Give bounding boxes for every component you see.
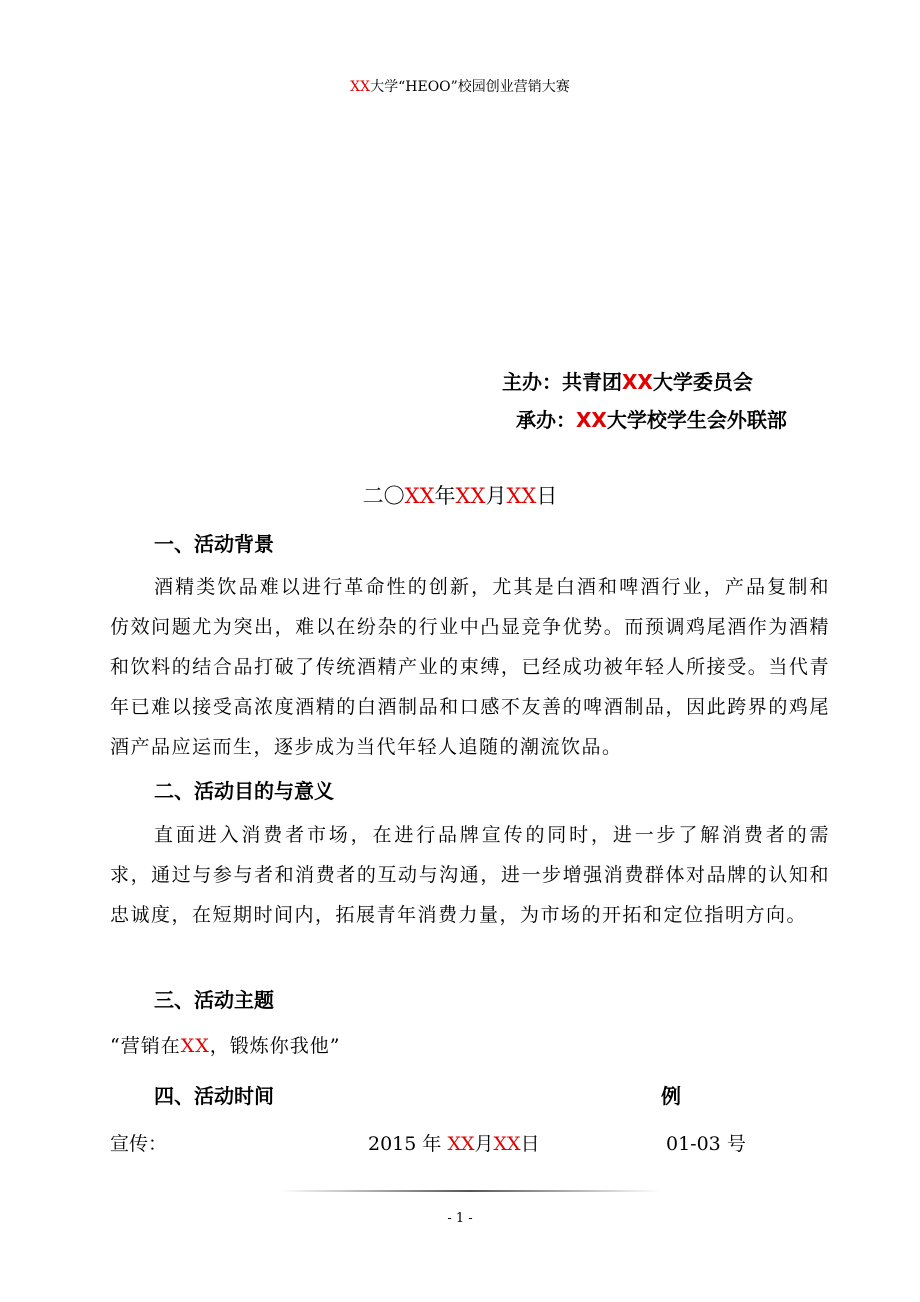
- theme-slogan: [110, 1031, 341, 1058]
- schedule-row-label: 宣传：: [110, 1133, 168, 1155]
- schedule-month-char: 月: [474, 1133, 494, 1155]
- date-year-xx: XX: [404, 484, 435, 508]
- co-placeholder-xx: XX: [576, 408, 607, 432]
- schedule-year: 2015 年: [368, 1133, 442, 1155]
- host-name-rest: 大学委员会: [652, 370, 753, 394]
- slogan-placeholder-xx: XX: [180, 1035, 210, 1057]
- section-heading-background: 一、活动背景: [154, 532, 274, 556]
- schedule-row-date: [368, 1129, 540, 1156]
- section-heading-purpose: 二、活动目的与意义: [154, 779, 334, 803]
- slogan-open: “营销在: [110, 1035, 181, 1057]
- header-placeholder-xx: XX: [350, 79, 371, 95]
- example-label: 例: [661, 1084, 681, 1108]
- host-placeholder-xx: XX: [622, 370, 653, 394]
- schedule-row-range: 01-03 号: [666, 1133, 746, 1155]
- date-month-char: 月: [485, 484, 507, 508]
- document-header-title: [0, 76, 920, 96]
- section-body-purpose: 直面进入消费者市场，在进行品牌宣传的同时，进一步了解消费者的需求，通过与参与者和消费者的互动与沟通，进一步增强消费群体对品牌的认知和忠诚度，在短期时间内，拓展青年消费力量，为市场的开拓和定位指明方向。: [110, 824, 830, 926]
- section-body-background: 酒精类饮品难以进行革命性的创新，尤其是白酒和啤酒行业，产品复制和仿效问题尤为突出，难以在纷杂的行业中凸显竞争优势。而预调鸡尾酒作为酒精和饮料的结合品打破了传统酒精产业的束缚，已经成功被年轻人所接受。当代青年已难以接受高浓度酒精的白酒制品和口感不友善的啤酒制品，因此跨界的鸡尾酒产品应运而生，逐步成为当代年轻人追随的潮流饮品。: [110, 576, 830, 758]
- co-label: 承办：: [516, 408, 576, 432]
- section-heading-time: 四、活动时间: [154, 1084, 274, 1108]
- organizer-host-line: [502, 366, 753, 395]
- schedule-day-xx: XX: [493, 1133, 521, 1155]
- section-heading-theme: 三、活动主题: [154, 988, 274, 1012]
- date-year-char: 年: [434, 484, 456, 508]
- schedule-day-char: 日: [520, 1133, 540, 1155]
- host-label: 主办：共青团: [502, 370, 622, 394]
- page-number: - 1 -: [447, 1211, 473, 1226]
- date-day-xx: XX: [506, 484, 537, 508]
- date-month-xx: XX: [455, 484, 486, 508]
- slogan-close: ，锻炼你我他”: [209, 1035, 341, 1057]
- document-date: [0, 480, 920, 510]
- schedule-month-xx: XX: [447, 1133, 475, 1155]
- date-prefix: 二〇: [362, 484, 405, 508]
- footer-divider: [280, 1190, 660, 1192]
- date-day-char: 日: [536, 484, 558, 508]
- header-title-text: 大学“HEOO”校园创业营销大赛: [370, 79, 570, 95]
- organizer-co-line: [516, 404, 787, 433]
- co-name-rest: 大学校学生会外联部: [606, 408, 787, 432]
